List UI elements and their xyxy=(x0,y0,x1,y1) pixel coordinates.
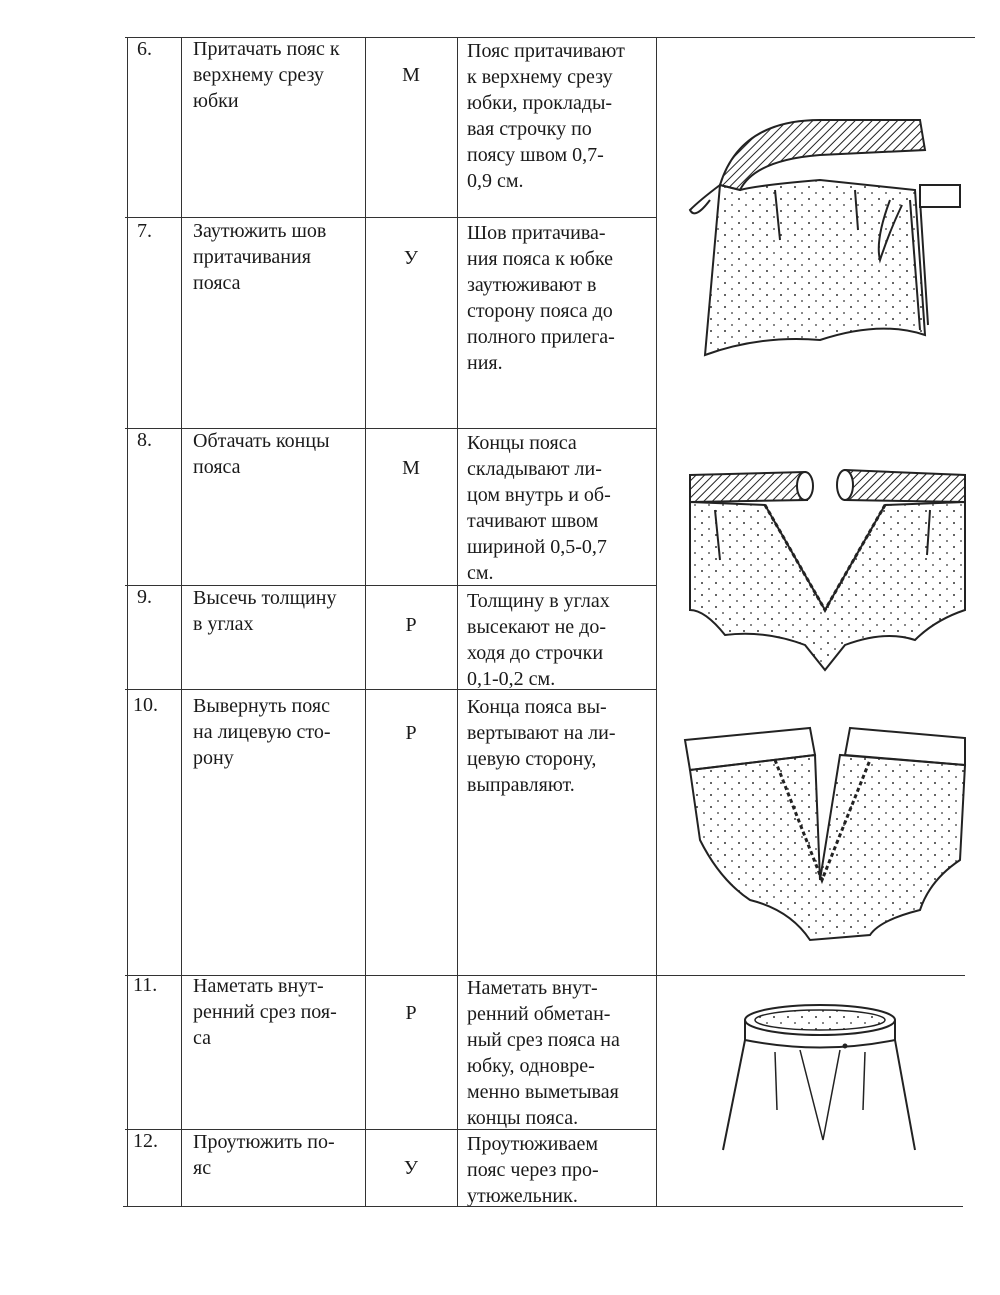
operation-text: Притачать пояс к верхнему срезу юбки xyxy=(193,38,340,112)
description-text: Концы пояса складывают ли- цом внутрь и об- тачивают швом шириной 0,5-0,7 см. xyxy=(467,432,611,584)
equipment-code: У xyxy=(403,1157,419,1179)
operation-text: Обтачать концы пояса xyxy=(193,430,330,478)
row-number: 8. xyxy=(137,429,152,451)
row-number: 9. xyxy=(137,586,152,608)
equipment-code: Р xyxy=(405,1002,417,1024)
waistband-attach-illustration xyxy=(680,100,970,370)
column-divider xyxy=(457,37,458,1207)
row-number: 11. xyxy=(133,974,158,996)
column-divider xyxy=(656,37,657,1207)
column-divider xyxy=(127,37,128,1207)
equipment-code: Р xyxy=(405,722,417,744)
row-number: 6. xyxy=(137,38,152,60)
operation-text: Вывернуть пояс на лицевую сто- рону xyxy=(193,695,331,769)
waistband-ends-illustration xyxy=(685,460,970,675)
description-text: Шов притачива- ния пояса к юбке заутюживают в сторону пояса до полного прилега- ния. xyxy=(467,222,615,374)
equipment-code: М xyxy=(402,64,420,86)
description-text: Наметать внут- ренний обметан- ный срез пояса на юбку, одновре- менно выметывая концы пояса. xyxy=(467,977,620,1129)
equipment-code: Р xyxy=(405,614,417,636)
equipment-code: М xyxy=(402,457,420,479)
row-number: 7. xyxy=(137,220,152,242)
waistband-turned-illustration xyxy=(680,720,970,945)
description-text: Конца пояса вы- вертывают на ли- цевую сторону, выправляют. xyxy=(467,696,616,796)
skirt-waistband-illustration xyxy=(715,990,925,1155)
operation-text: Наметать внут- ренний срез поя- са xyxy=(193,975,337,1049)
row-number: 12. xyxy=(133,1130,158,1152)
operation-text: Высечь толщину в углах xyxy=(193,587,337,635)
row-number: 10. xyxy=(133,694,158,716)
equipment-code: У xyxy=(403,247,419,269)
description-text: Толщину в углах высекают не до- ходя до строчки 0,1-0,2 см. xyxy=(467,590,610,690)
operation-text: Заутюжить шов притачивания пояса xyxy=(193,220,327,294)
column-divider xyxy=(181,37,182,1207)
description-text: Проутюживаем пояс через про- утюжельник. xyxy=(467,1133,599,1207)
operation-text: Проутюжить по- яс xyxy=(193,1131,335,1179)
description-text: Пояс притачивают к верхнему срезу юбки, проклады- вая строчку по поясу швом 0,7- 0,9 см. xyxy=(467,40,625,192)
